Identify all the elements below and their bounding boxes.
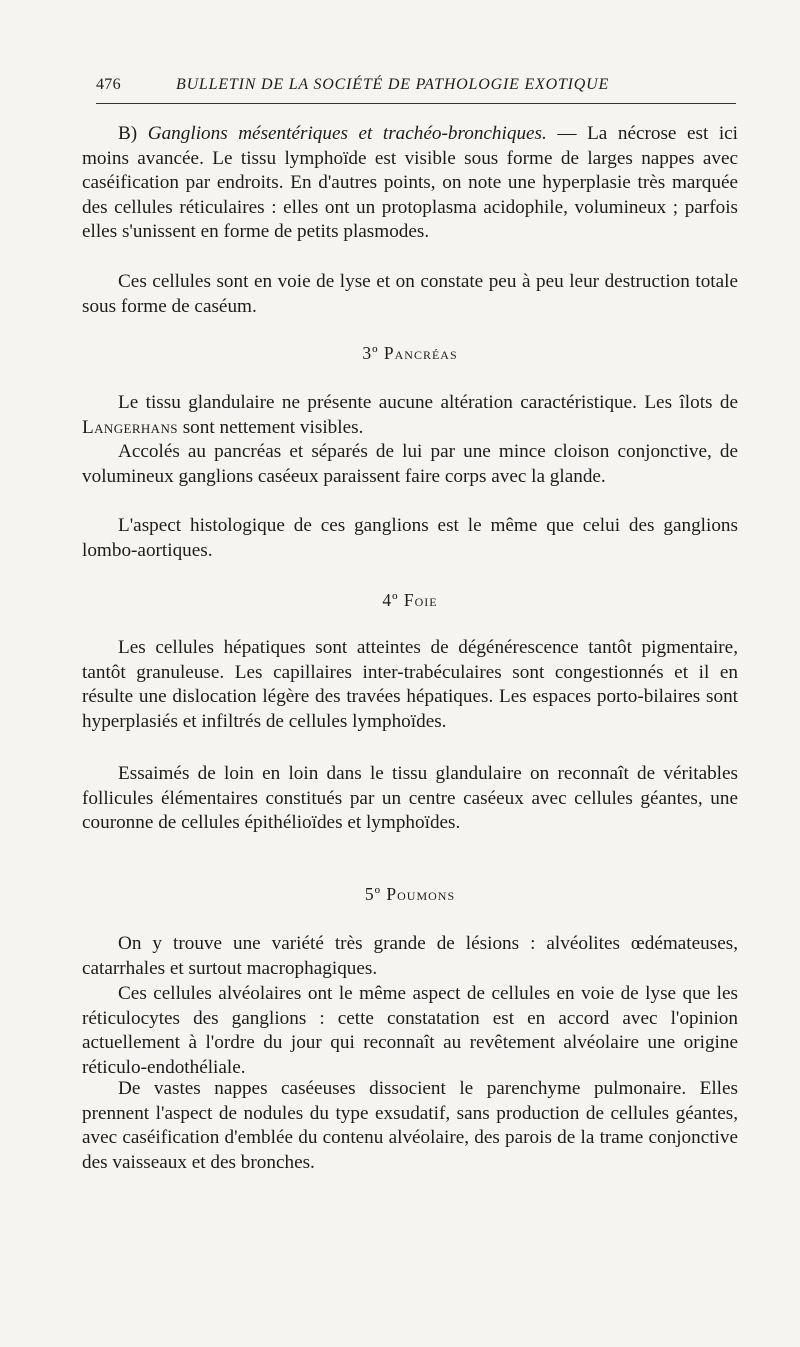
page bbox=[82, 0, 738, 1347]
text-fragment: Le tissu glandulaire ne présente aucune altération caractéristique. Les îlots de bbox=[118, 392, 738, 413]
author-name-langerhans: Langerhans bbox=[82, 416, 178, 438]
paragraph-pancreas-2: Accolés au pancréas et séparés de lui par une mince cloison conjonctive, de volumineux ganglions caséeux paraissent faire corps avec la glande. bbox=[82, 441, 738, 487]
subsection-text: — La nécrose est ici moins avancée. Le tissu lymphoïde est visible sous forme de larges nappes avec caséification par endroits. En d'autres points, on note une hyperplasie très marquée des cellules réticulaires : elles ont un protoplasma acidophile, volumineux ; parfois elles s'unissent en forme de petits plasmodes. bbox=[82, 123, 738, 243]
running-header bbox=[96, 74, 736, 100]
section-heading-poumons: 5º Poumons bbox=[364, 884, 456, 904]
subsection-heading: Ganglions mésentériques et trachéo-bronchiques. bbox=[147, 123, 547, 144]
paragraph-pancreas-3: L'aspect histologique de ces ganglions est le même que celui des ganglions lombo-aortiques. bbox=[82, 515, 738, 561]
paragraph-poumons-3: De vastes nappes caséeuses dissocient le parenchyme pulmonaire. Elles prennent l'aspect de nodules du type exsudatif, sans production de cellules géantes, avec caséification d'emblée du contenu alvéolaire, des parois de la trame conjonctive des vaisseaux et des bronches. bbox=[82, 1078, 738, 1173]
paragraph-ganglions-mesenteriques bbox=[82, 122, 738, 245]
paragraph-poumons-1: On y trouve une variété très grande de lésions : alvéolites œdémateuses, catarrhales et surtout macrophagiques. bbox=[82, 933, 738, 979]
text-fragment: sont nettement visibles. bbox=[182, 416, 364, 438]
paragraph-lyse: Ces cellules sont en voie de lyse et on constate peu à peu leur destruction totale sous forme de caséum. bbox=[82, 271, 738, 317]
paragraph-poumons-2: Ces cellules alvéolaires ont le même aspect de cellules en voie de lyse que les réticulocytes des ganglions : cette constatation est en accord avec l'opinion actuellement à l'ordre du jour qui reconnaît au revêtement alvéolaire une origine réticulo-endothéliale. bbox=[82, 983, 738, 1078]
paragraph-foie-2: Essaimés de loin en loin dans le tissu glandulaire on reconnaît de véritables follicules élémentaires constitués par un centre caséeux avec cellules géantes, une couronne de cellules épithélioïdes et lymphoïdes. bbox=[82, 763, 738, 834]
page-number: 476 bbox=[96, 76, 121, 93]
header-rule bbox=[96, 103, 736, 104]
section-heading-pancreas: 3º Pancréas bbox=[362, 343, 458, 363]
paragraph-pancreas-1 bbox=[82, 391, 738, 440]
subsection-lead: B) bbox=[118, 123, 138, 144]
journal-title: BULLETIN DE LA SOCIÉTÉ DE PATHOLOGIE EXOTIQUE bbox=[176, 76, 610, 93]
paragraph-foie-1: Les cellules hépatiques sont atteintes de dégénérescence tantôt pigmentaire, tantôt granuleuse. Les capillaires inter-trabéculaires sont congestionnés et il en résulte une dislocation légère des travées hépatiques. Les espaces porto-bilaires sont hyperplasiés et infiltrés de cellules lymphoïdes. bbox=[82, 637, 738, 732]
section-heading-foie: 4º Foie bbox=[382, 590, 438, 610]
